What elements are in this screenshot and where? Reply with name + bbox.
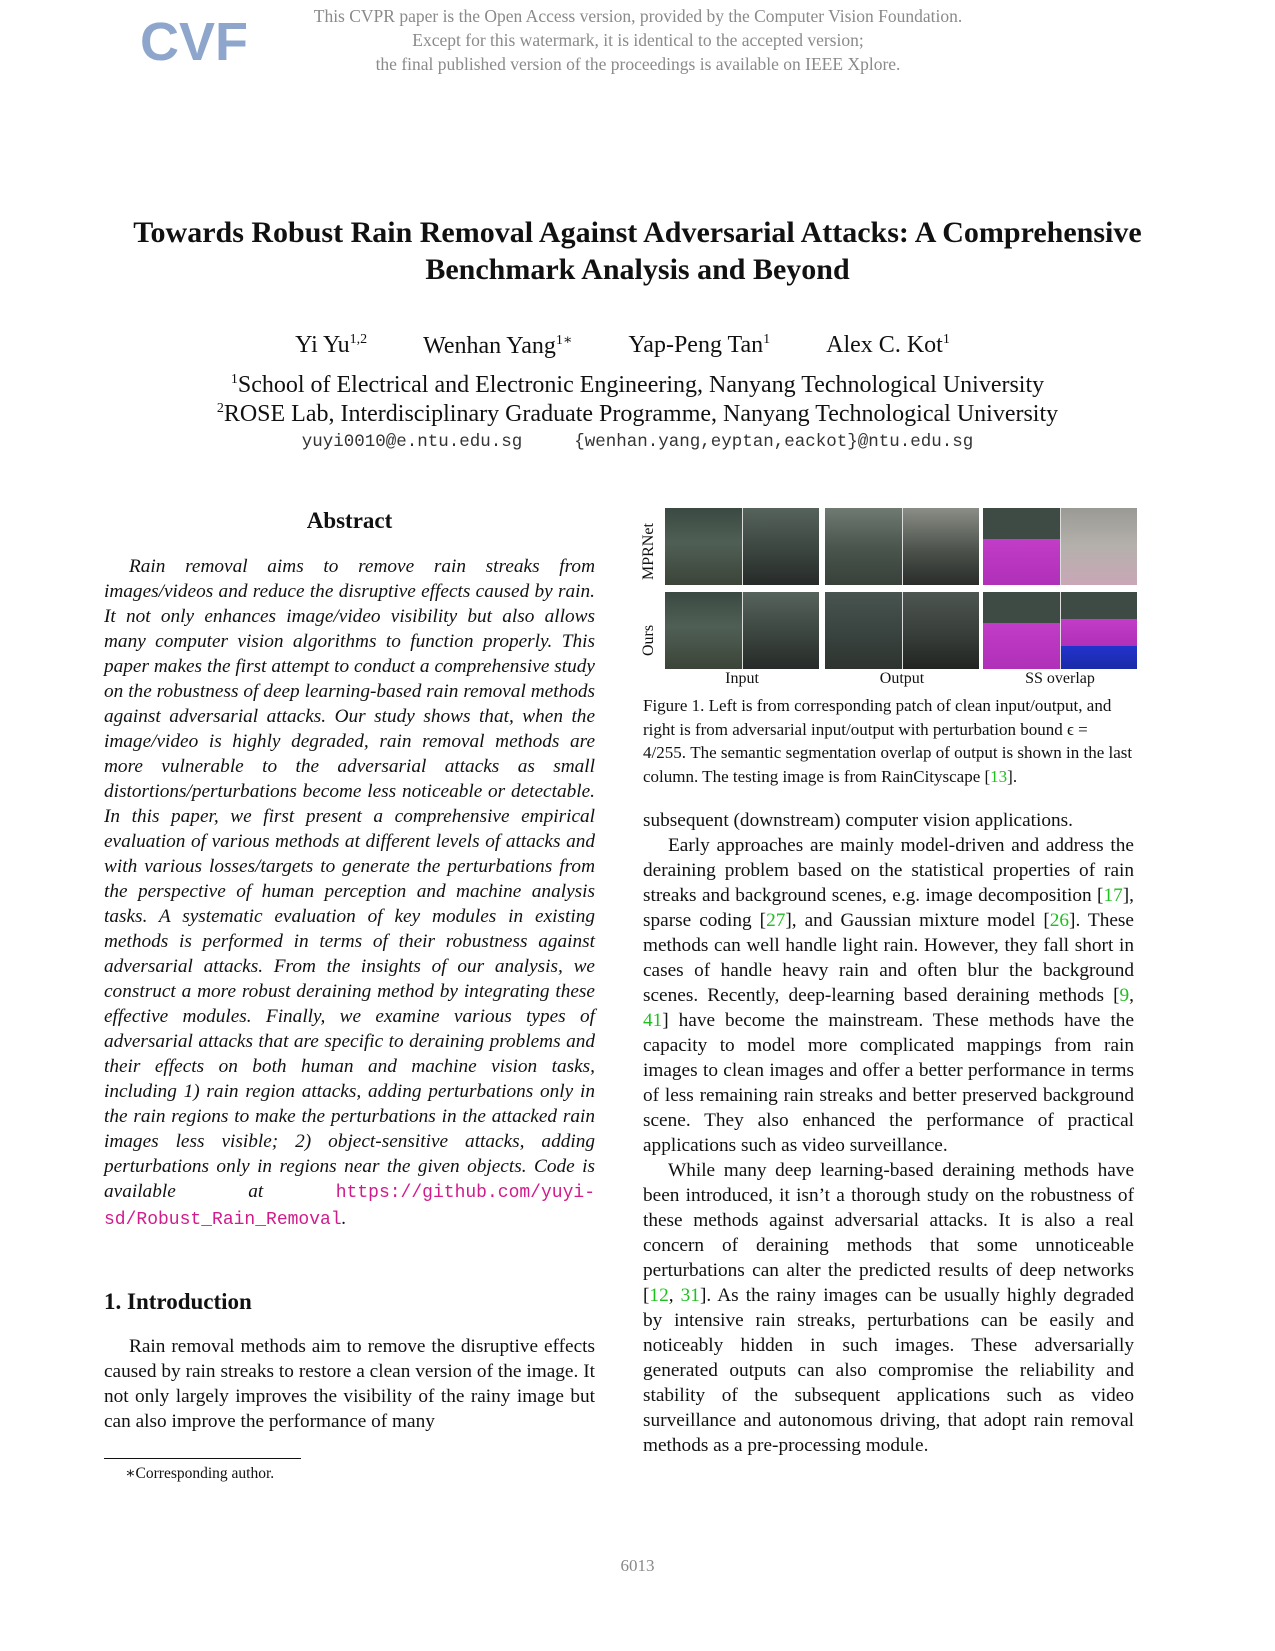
figure-panel-ss-overlap <box>983 592 1137 669</box>
body-paragraph: Early approaches are mainly model-driven and address the deraining problem based on the statistical properties of rain streaks and background scenes, e.g. image decomposition [17], sparse coding [27], and Gaussian mixture model [26]. These methods can well handle light rain. However, they fall short in cases of handle heavy rain and often blur the background scenes. Recently, deep-learning based deraining methods [9, 41] have become the mainstream. These methods have the capacity to model more complicated mappings from rain images to clean images and offer a better performance in terms of less remaining rain streaks and better preserved background scene. They also enhanced the performance of practical applications such as video surveillance. <box>643 835 1134 1156</box>
author: Yi Yu$^{1,2}$ <box>295 332 368 358</box>
citation-link[interactable]: 12 <box>649 1285 669 1306</box>
email-list <box>150 432 1125 452</box>
watermark-text <box>300 4 976 76</box>
right-column <box>643 808 1134 1458</box>
author: Yap-Peng Tan$^1$ <box>628 332 771 358</box>
footnote-divider <box>104 1458 301 1459</box>
watermark-line: the final published version of the proceedings is available on IEEE Xplore. <box>375 54 901 74</box>
email: {wenhan.yang,eyptan,eackot}@ntu.edu.sg <box>574 432 974 452</box>
figure-caption: Figure 1. Left is from corresponding patch of clean input/output, and right is from adversarial input/output with perturbation bound ϵ = 4/255. The semantic segmentation overlap of output is shown in the last column. The testing image is from RainCityscape [13]. <box>643 696 1133 786</box>
citation-link[interactable]: 27 <box>766 910 786 931</box>
affiliation: $^2$ROSE Lab, Interdisciplinary Graduate Programme, Nanyang Technological University <box>216 401 1059 427</box>
column-label: SS overlap <box>1025 670 1095 687</box>
email: yuyi0010@e.ntu.edu.sg <box>301 432 523 452</box>
citation-link[interactable]: 17 <box>1103 885 1123 906</box>
citation-link[interactable]: 26 <box>1049 910 1070 931</box>
column-label: Input <box>725 670 759 687</box>
row-label: Ours <box>640 624 657 656</box>
abstract-body: Rain removal aims to remove rain streaks from images/videos and reduce the disruptive effects caused by rain. It not only enhances image/video visibility but also allows many computer vision algorithms to function properly. This paper makes the first attempt to conduct a comprehensive study on the robustness of deep learning-based rain removal methods against adversarial attacks. Our study shows that, when the image/video is highly degraded, rain removal methods are more vulnerable to the adversarial attacks as small distortions/perturbations become less noticeable or detectable. In this paper, we first present a comprehensive empirical evaluation of various methods at different levels of attacks and with various losses/targets to generate the perturbations from the perspective of human perception and machine analysis tasks. A systematic evaluation of key modules in existing methods is performed in terms of their robustness against adversarial attacks. From the insights of our analysis, we construct a more robust deraining method by integrating these effective modules. Finally, we examine various types of adversarial attacks that are specific to deraining problems and their effects on both human and machine vision tasks, including 1) rain region attacks, adding perturbations only in the rain regions to make the perturbations in the attacked rain images less visible; 2) object-sensitive attacks, adding perturbations only in regions near the given objects. Code is available at https://github.com/yuyi-sd/Robust_Rain_Removal. <box>104 556 595 1230</box>
figure-panel-ss-overlap <box>983 508 1137 585</box>
abstract-heading: Abstract <box>306 508 393 533</box>
introduction-heading: 1. Introduction <box>104 1289 252 1314</box>
author: Wenhan Yang$^{1∗}$ <box>423 333 573 359</box>
body-paragraph: subsequent (downstream) computer vision applications. <box>643 810 1073 831</box>
citation-link[interactable]: 9 <box>1119 985 1130 1006</box>
code-link[interactable]: https://github.com/yuyi-sd/Robust_Rain_Removal <box>104 1183 595 1230</box>
figure-panel-output <box>825 508 979 585</box>
left-column <box>104 508 595 1434</box>
figure-panel-output <box>825 592 979 669</box>
row-label: MPRNet <box>640 523 657 580</box>
paper-title: Towards Robust Rain Removal Against Adversarial Attacks: A Comprehensive Benchmark Analysis and Beyond <box>133 216 1142 286</box>
page-number: 6013 <box>620 1556 655 1575</box>
footnote: ∗Corresponding author. <box>125 1465 275 1482</box>
cvf-logo <box>138 10 248 72</box>
watermark-line: Except for this watermark, it is identical to the accepted version; <box>412 30 864 50</box>
figure-panel-input <box>665 508 819 585</box>
svg-text:CVF: CVF <box>140 12 248 72</box>
body-paragraph: While many deep learning-based deraining methods have been introduced, it isn’t a thorough study on the robustness of these methods against adversarial attacks. It is also a real concern of deraining methods that some unnoticeable perturbations can alter the predicted results of deep networks [12, 31]. As the rainy images can be usually highly degraded by intensive rain streaks, perturbations can be easily and noticeably hidden in such images. These adversarially generated outputs can also compromise the reliability and stability of the subsequent applications such as video surveillance and autonomous driving, that adopt rain removal methods as a pre-processing module. <box>643 1160 1134 1456</box>
author-list <box>150 332 1095 360</box>
column-label: Output <box>879 670 925 687</box>
figure-1 <box>640 508 1136 687</box>
intro-paragraph: Rain removal methods aim to remove the disruptive effects caused by rain streaks to restore a clean version of the image. It not only largely improves the visibility of the rainy image but can also improve the performance of many <box>104 1336 595 1432</box>
citation-link[interactable]: 41 <box>643 1010 663 1031</box>
figure-panel-input <box>665 592 819 669</box>
author: Alex C. Kot$^1$ <box>826 332 950 358</box>
citation-link[interactable]: 13 <box>990 766 1008 786</box>
affiliation: $^1$School of Electrical and Electronic Engineering, Nanyang Technological University <box>230 372 1045 398</box>
watermark-line: This CVPR paper is the Open Access version, provided by the Computer Vision Foundation. <box>313 6 963 26</box>
citation-link[interactable]: 31 <box>680 1285 700 1306</box>
